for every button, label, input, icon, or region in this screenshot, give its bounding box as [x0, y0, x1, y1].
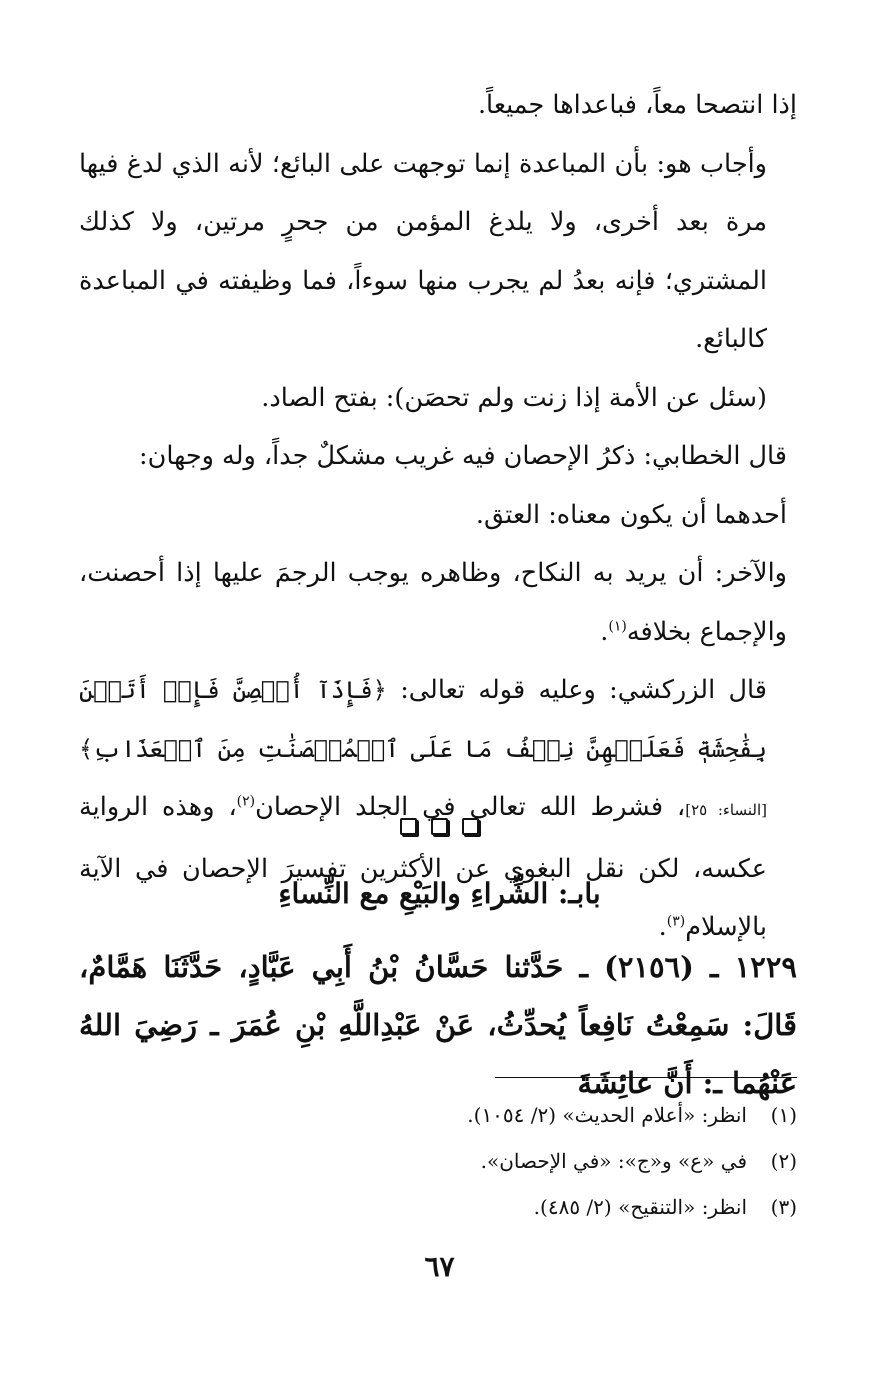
footnote-text: انظر: «التنقيح» (٢/ ٤٨٥).: [533, 1195, 747, 1219]
footnotes: [79, 1092, 797, 1230]
footnote-ref-1[interactable]: (١): [608, 618, 627, 634]
paragraph-6-end: .: [600, 616, 609, 647]
paragraph-6: [79, 544, 797, 661]
section-divider: [0, 818, 879, 839]
square-ornament-icon: [400, 818, 417, 835]
paragraph-7-rest: ، وهذه الرواية عكسه، لكن نقل البغوي عن الأكثرين تفسيرَ الإحصان في الآية بالإسلام: [79, 792, 767, 942]
footnote-text: انظر: «أعلام الحديث» (٢/ ١٠٥٤).: [467, 1103, 747, 1127]
page-number: ٦٧: [424, 1250, 455, 1283]
footnote-text: في «ع» و«ج»: «في الإحصان».: [480, 1149, 747, 1173]
footnote-number: (١): [770, 1103, 797, 1127]
square-ornament-icon: [462, 818, 479, 835]
square-ornament-icon: [431, 818, 448, 835]
paragraph-7-middle: ، فشرط الله تعالى في الجلد الإحصان: [255, 792, 686, 822]
paragraph-5: أحدهما أن يكون معناه: العتق.: [475, 499, 787, 530]
footnote-item: [79, 1092, 797, 1138]
paragraph-2: وأجاب هو: بأن المباعدة إنما توجهت على البائع؛ لأنه الذي لدغ فيها مرة بعد أخرى، ولا يلدغ المؤمن من جحرٍ مرتين، ولا كذلك المشتري؛ فإنه بعدُ لم يجرب منها سوءاً، فما وظيفته في المباعدة كالبائع.: [79, 148, 767, 354]
quran-verse: ﴿فَإِذَآ أُحۡصِنَّ فَإِنۡ أَتَيۡنَ بِفَٰحِشَةٖ فَعَلَيۡهِنَّ نِصۡفُ مَا عَلَى ٱلۡمُحۡصَنَٰتِ مِنَ ٱلۡعَذَابِ﴾: [79, 676, 767, 763]
footnote-separator: [495, 1077, 797, 1078]
footnote-ref-2[interactable]: (٢): [236, 793, 256, 810]
paragraph-3: (سئل عن الأمة إذا زنت ولم تحصَن): بفتح الصاد.: [261, 382, 767, 413]
sura-reference: [النساء: ٢٥]: [685, 801, 767, 819]
footnote-item: [79, 1184, 797, 1230]
paragraph-4: قال الخطابي: ذكرُ الإحصان فيه غريب مشكلٌ جداً، وله وجهان:: [139, 441, 787, 471]
footnote-ref-3[interactable]: (٣): [666, 913, 686, 930]
paragraph-7-intro: قال الزركشي: وعليه قوله تعالى:: [386, 675, 767, 705]
paragraph-7-end: .: [658, 912, 667, 942]
footnote-item: [79, 1138, 797, 1184]
paragraph-1: إذا انتصحا معاً، فباعداها جميعاً.: [477, 90, 797, 120]
hadith-text: ١٢٢٩ ـ (٢١٥٦) ـ حَدَّثنا حَسَّانُ بْنُ أَبِي عَبَّادٍ، حَدَّثَنَا هَمَّامٌ، قَالَ: سَمِعْتُ نَافِعاً يُحدِّثُ، عَنْ عَبْدِاللَّهِ بْنِ عُمَرَ ـ رَضِيَ اللهُ عَنْهُما ـ: أَنَّ عائِشَةَ: [79, 950, 797, 1100]
chapter-title: بابـ: الشِّراءِ والبَيْعِ مع النِّساءِ: [278, 877, 601, 910]
paragraph-6-text: والآخر: أن يريد به النكاح، وظاهره يوجب الرجمَ عليها إذا أحصنت، والإجماع بخلافه: [79, 558, 787, 647]
footnote-number: (٢): [770, 1149, 797, 1173]
footnote-number: (٣): [770, 1195, 797, 1219]
